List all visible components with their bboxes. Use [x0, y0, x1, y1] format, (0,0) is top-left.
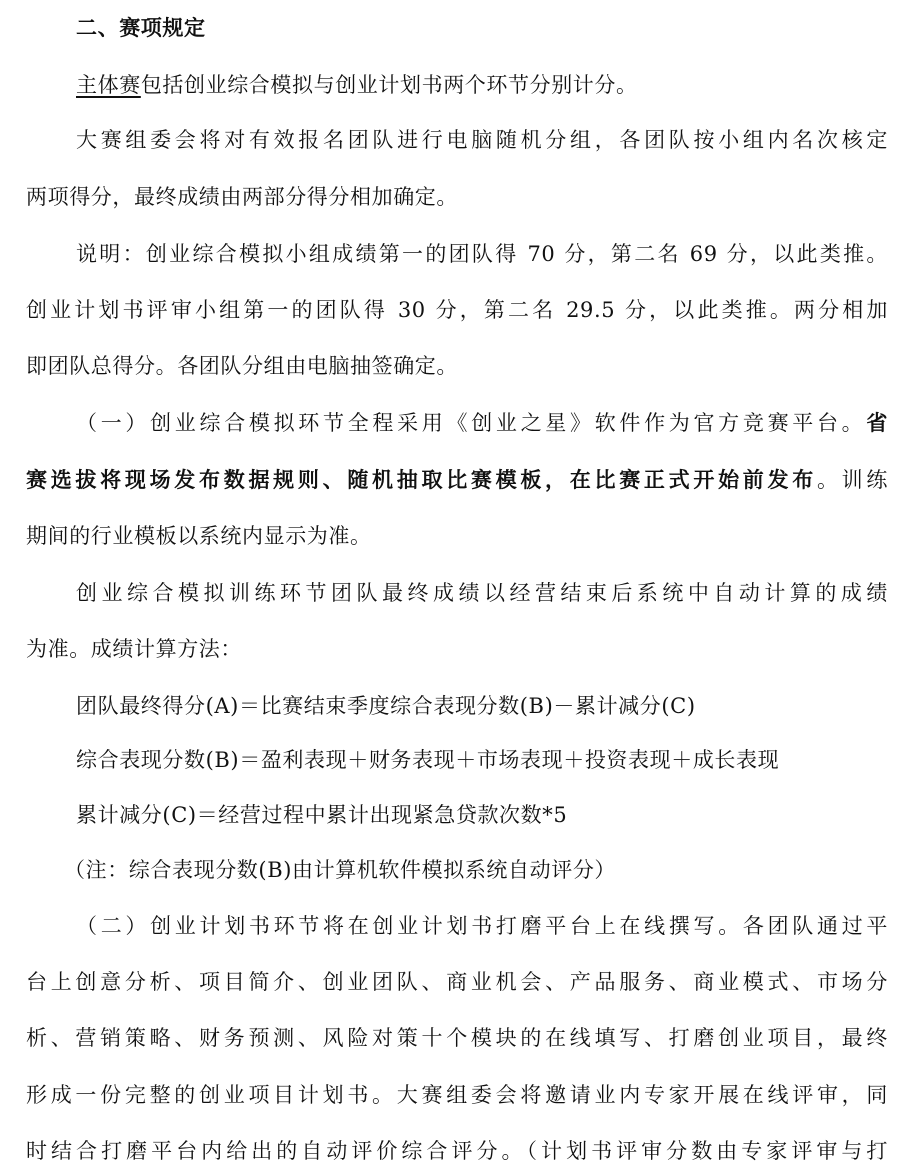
paragraph-simulation-line-2: [26, 466, 888, 494]
paragraph-explanation-line-3: 即团队总得分。各团队分组由电脑抽签确定。: [26, 354, 458, 378]
paragraph-explanation-line-1: 说明：创业综合模拟小组成绩第一的团队得 70 分，第二名 69 分，以此类推。: [76, 242, 888, 266]
paragraph-text: 包括创业综合模拟与创业计划书两个环节分别计分。: [140, 73, 638, 97]
paragraph-text: 。训练: [816, 468, 888, 492]
paragraph-grouping-line-1: 大赛组委会将对有效报名团队进行电脑随机分组，各团队按小组内名次核定: [76, 128, 888, 152]
paragraph-score-line-2: 为准。成绩计算方法：: [26, 637, 242, 661]
paragraph-main-event: [76, 71, 638, 99]
paragraph-simulation-line-1: [76, 409, 888, 437]
paragraph-simulation-line-3: 期间的行业模板以系统内显示为准。: [26, 524, 372, 548]
paragraph-explanation-line-2: 创业计划书评审小组第一的团队得 30 分，第二名 29.5 分，以此类推。两分相加: [26, 298, 888, 322]
formula-final-score: 团队最终得分(A)＝比赛结束季度综合表现分数(B)－累计减分(C): [76, 694, 696, 718]
section-heading: 二、赛项规定: [76, 16, 206, 40]
paragraph-grouping-line-2: 两项得分，最终成绩由两部分得分相加确定。: [26, 185, 458, 209]
paragraph-business-plan-line-3: 析、营销策略、财务预测、风险对策十个模块的在线填写、打磨创业项目，最终: [26, 1026, 888, 1050]
bold-text: 省: [866, 411, 888, 435]
paragraph-business-plan-line-5: 时结合打磨平台内给出的自动评价综合评分。（计划书评审分数由专家评审与打: [26, 1139, 888, 1163]
paragraph-business-plan-line-2: 台上创意分析、项目简介、创业团队、商业机会、产品服务、商业模式、市场分: [26, 970, 888, 994]
paragraph-score-line-1: 创业综合模拟训练环节团队最终成绩以经营结束后系统中自动计算的成绩: [76, 581, 888, 605]
paragraph-business-plan-line-1: （二）创业计划书环节将在创业计划书打磨平台上在线撰写。各团队通过平: [76, 914, 888, 938]
formula-note: （注：综合表现分数(B)由计算机软件模拟系统自动评分）: [64, 858, 617, 882]
bold-text: 赛选拔将现场发布数据规则、随机抽取比赛模板，在比赛正式开始前发布: [26, 468, 817, 492]
paragraph-text: （一）创业综合模拟环节全程采用《创业之星》软件作为官方竞赛平台。: [76, 411, 867, 435]
formula-deduction: 累计减分(C)＝经营过程中累计出现紧急贷款次数*5: [76, 803, 568, 827]
underlined-term: 主体赛: [76, 73, 141, 97]
formula-performance-score: 综合表现分数(B)＝盈利表现＋财务表现＋市场表现＋投资表现＋成长表现: [76, 748, 780, 772]
paragraph-business-plan-line-4: 形成一份完整的创业项目计划书。大赛组委会将邀请业内专家开展在线评审，同: [26, 1083, 888, 1107]
